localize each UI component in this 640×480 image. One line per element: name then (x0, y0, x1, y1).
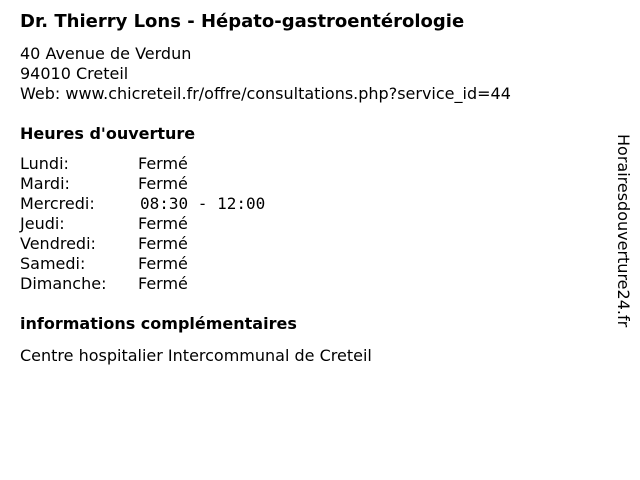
day-hours: 08:30 - 12:00 (140, 194, 266, 213)
day-hours: Fermé (138, 154, 188, 173)
day-label: Mardi: (20, 174, 70, 193)
info-text: Centre hospitalier Intercommunal de Creteil (20, 346, 372, 365)
day-label: Lundi: (20, 154, 69, 173)
page-title: Dr. Thierry Lons - Hépato-gastroentérologie (20, 11, 465, 32)
day-label: Jeudi: (20, 214, 65, 233)
day-hours: Fermé (138, 274, 188, 293)
address-city: 94010 Creteil (20, 64, 129, 83)
address-street: 40 Avenue de Verdun (20, 44, 192, 63)
day-label: Mercredi: (20, 194, 95, 213)
day-hours: Fermé (138, 254, 188, 273)
day-label: Vendredi: (20, 234, 96, 253)
day-label: Dimanche: (20, 274, 107, 293)
address-block (20, 44, 511, 104)
info-heading: informations complémentaires (20, 314, 297, 333)
day-hours: Fermé (138, 234, 188, 253)
day-label: Samedi: (20, 254, 86, 273)
day-hours: Fermé (138, 174, 188, 193)
site-watermark (612, 134, 634, 344)
day-hours: Fermé (138, 214, 188, 233)
hours-heading: Heures d'ouverture (20, 124, 196, 143)
watermark-text: Horairesdouverture24.fr (614, 134, 633, 328)
address-web-link[interactable]: Web: www.chicreteil.fr/offre/consultations.php?service_id=44 (20, 84, 511, 103)
